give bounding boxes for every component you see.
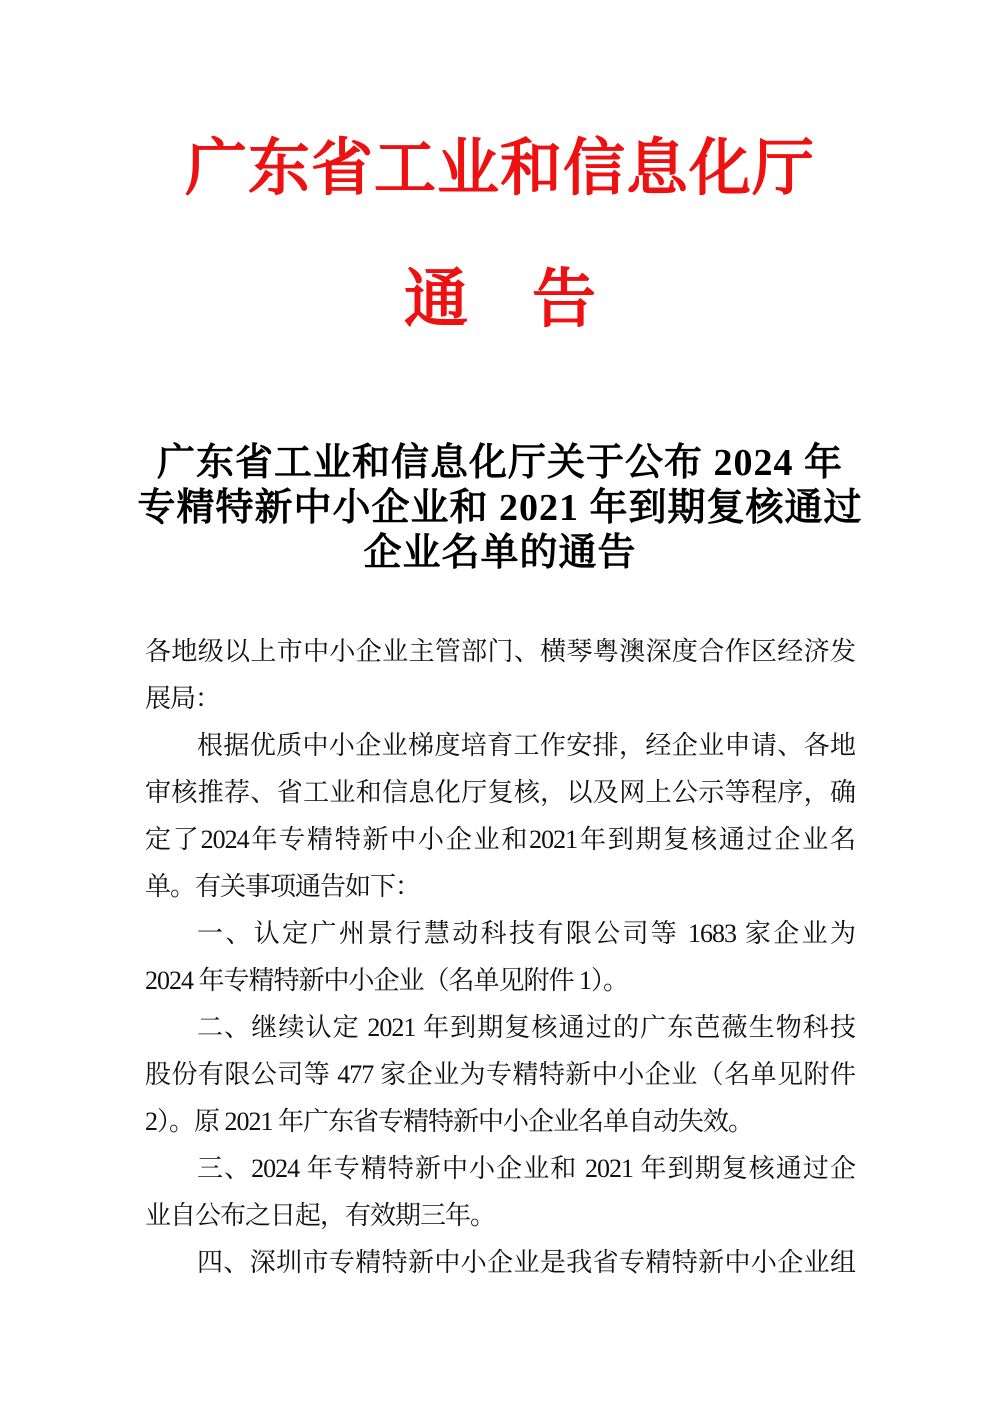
letterhead-agency-title: 广东省工业和信息化厅 — [184, 135, 815, 203]
body-line: 根据优质中小企业梯度培育工作安排，经企业申请、各地 — [197, 731, 855, 760]
notice-title — [0, 441, 1000, 576]
body-line: 2024 年专精特新中小企业（名单见附件 1）。 — [145, 966, 629, 995]
letterhead-doc-type: 通 告 — [404, 264, 596, 335]
body-line: 单。有关事项通告如下： — [145, 872, 421, 901]
body-line: 定了2024年专精特新中小企业和2021年到期复核通过企业名 — [145, 825, 855, 854]
notice-title-line-3: 企业名单的通告 — [363, 532, 637, 574]
notice-title-line-1: 广东省工业和信息化厅关于公布 2024 年 — [156, 442, 843, 484]
body-line: 展局： — [145, 684, 221, 713]
body-line: 一、认定广州景行慧动科技有限公司等 1683 家企业为 — [197, 919, 855, 948]
body-line: 各地级以上市中小企业主管部门、横琴粤澳深度合作区经济发 — [145, 637, 855, 666]
body-line: 二、继续认定 2021 年到期复核通过的广东芭薇生物科技 — [197, 1013, 855, 1042]
body-line: 业自公布之日起，有效期三年。 — [145, 1201, 496, 1230]
notice-title-line-2: 专精特新中小企业和 2021 年到期复核通过 — [137, 487, 863, 529]
body-line: 2）。原 2021 年广东省专精特新中小企业名单自动失效。 — [145, 1107, 754, 1136]
body-line: 股份有限公司等 477 家企业为专精特新中小企业（名单见附件 — [145, 1060, 855, 1089]
body-line: 四、深圳市专精特新中小企业是我省专精特新中小企业组 — [197, 1248, 855, 1277]
body-line: 三、2024 年专精特新中小企业和 2021 年到期复核通过企 — [197, 1154, 855, 1183]
notice-body — [145, 628, 855, 1286]
body-line: 审核推荐、省工业和信息化厅复核，以及网上公示等程序，确 — [145, 778, 855, 807]
